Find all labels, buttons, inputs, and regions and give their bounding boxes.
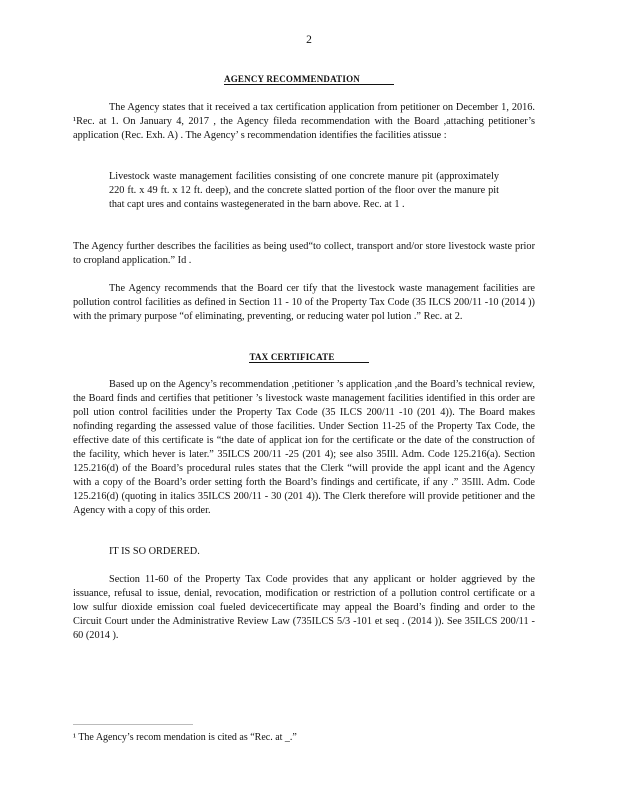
footnote-divider (73, 724, 193, 725)
heading-text: TAX CERTIFICATE (249, 352, 368, 363)
so-ordered-line: IT IS SO ORDERED. (109, 546, 200, 557)
agency-recommendation-heading (0, 74, 618, 85)
heading-text: AGENCY RECOMMENDATION (224, 74, 394, 85)
paragraph-agency-recommends: The Agency recommends that the Board cer tify that the livestock waste management facilities are pollution control facilities as defined in Section 11 - 10 of the Property Tax Code (35 ILCS 200/11 -10 (2014 )) with the primary purpose “of eliminating, preventing, or reducing water pol lution .” Rec. at 2. (73, 283, 535, 322)
paragraph-tax-certificate: Based up on the Agency’s recommendation ,petitioner ’s application ,and the Board’s technical review, the Board finds and certifies that petitioner ’s livestock waste management facilities identified in this order are poll ution control facilities under the Property Tax Code (35 ILCS 200/11 -10 (201 4)). The Board makes nofinding regarding the assessed value of those facilities. Under Section 11-25 of the Property Tax Code, the effective date of this certificate is “the date of applicat ion for the certificate or the date of the construction of the facility, which hever is later.” 35ILCS 200/11 -25 (201 4); see also 35Ill. Adm. Code 125.216(a). Section 125.216(d) of the Board’s procedural rules states that the Clerk “will provide the appl icant and the Agency with a copy of the Board’s order setting forth the Board’s findings and certificate, if any .” 35Ill. Adm. Code 125.216(d) (quoting in italics 35ILCS 200/11 - 30 (201 4)). The Clerk therefore will provide petitioner and the Agency with a copy of this order. (73, 379, 535, 516)
page-number: 2 (306, 34, 312, 46)
tax-certificate-heading (0, 352, 618, 363)
block-quote-facilities: Livestock waste management facilities consisting of one concrete manure pit (approximately 220 ft. x 49 ft. x 12 ft. deep), and the concrete slatted portion of the floor over the manure pit that capt ures and contains wastegenerated in the barn above. Rec. at 1 . (109, 171, 499, 210)
paragraph-appeal-rights: Section 11-60 of the Property Tax Code provides that any applicant or holder aggrieved by the issuance, refusal to issue, denial, revocation, modification or restriction of a pollution control certificate or a low sulfur dioxide emission coal fueled devicecertificate may appeal the Board’s finding and order to the Circuit Court under the Administrative Review Law (735ILCS 5/3 -101 et seq . (2014 )). See 35ILCS 200/11 - 60 (2014 ). (73, 574, 535, 641)
footnote: ¹ The Agency’s recom mendation is cited as “Rec. at _.” (73, 732, 297, 743)
paragraph-agency-describes: The Agency further describes the facilities as being used“to collect, transport and/or store livestock waste prior to cropland application.” Id . (73, 241, 535, 266)
paragraph-agency-states: The Agency states that it received a tax certification application from petitioner on December 1, 2016. ¹Rec. at 1. On January 4, 2017 , the Agency fileda recommendation with the Board ,attaching petitioner’s application (Rec. Exh. A) . The Agency’ s recommendation identifies the facilities atissue : (73, 102, 535, 141)
